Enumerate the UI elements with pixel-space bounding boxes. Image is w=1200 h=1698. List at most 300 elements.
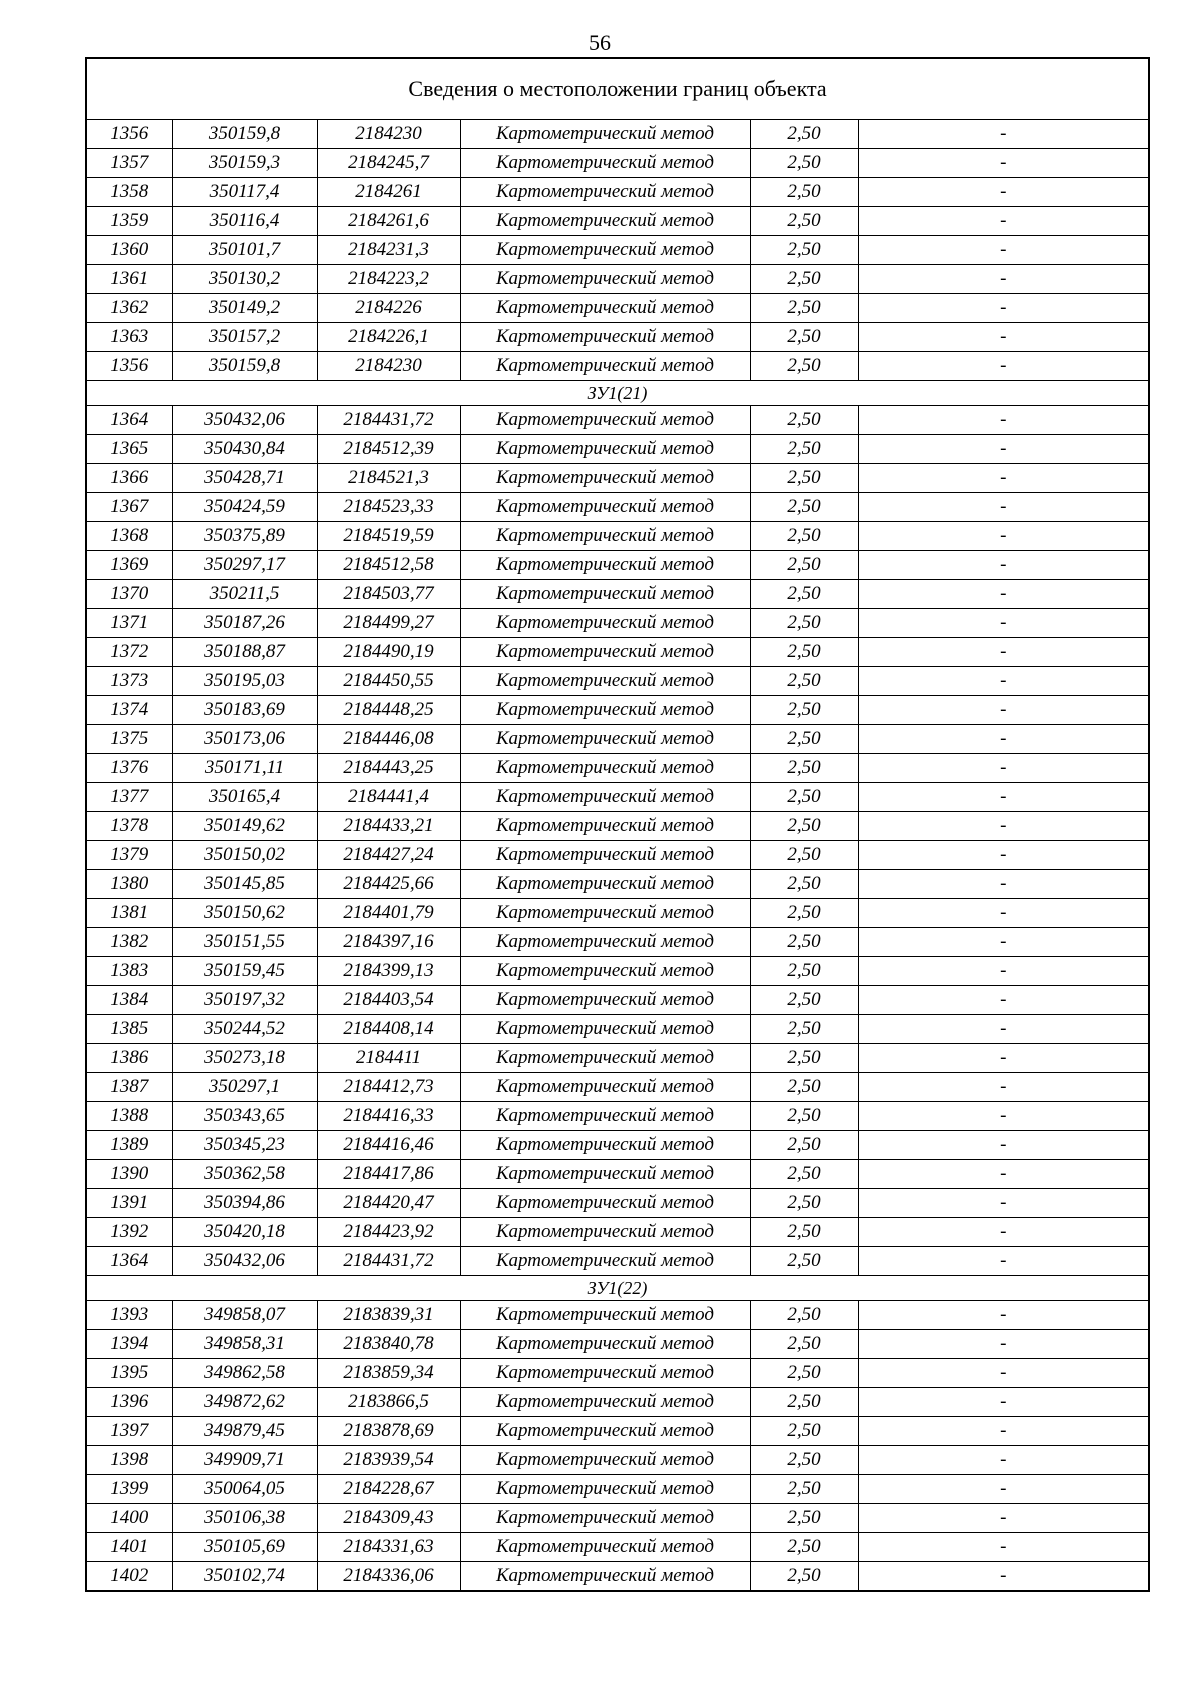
description-cell: - xyxy=(858,1131,1149,1160)
point-number-cell: 1362 xyxy=(86,294,172,323)
point-number-cell: 1377 xyxy=(86,783,172,812)
accuracy-cell: 2,50 xyxy=(750,754,858,783)
x-coordinate-cell: 350362,58 xyxy=(172,1160,317,1189)
accuracy-cell: 2,50 xyxy=(750,1102,858,1131)
accuracy-cell: 2,50 xyxy=(750,178,858,207)
y-coordinate-cell: 2184408,14 xyxy=(317,1015,460,1044)
description-cell: - xyxy=(858,406,1149,435)
method-cell: Картометрический метод xyxy=(460,265,750,294)
description-cell: - xyxy=(858,207,1149,236)
y-coordinate-cell: 2183840,78 xyxy=(317,1330,460,1359)
table-row xyxy=(86,464,1149,493)
method-cell: Картометрический метод xyxy=(460,522,750,551)
table-row xyxy=(86,435,1149,464)
x-coordinate-cell: 350430,84 xyxy=(172,435,317,464)
y-coordinate-cell: 2184441,4 xyxy=(317,783,460,812)
y-coordinate-cell: 2184512,58 xyxy=(317,551,460,580)
method-cell: Картометрический метод xyxy=(460,1359,750,1388)
description-cell: - xyxy=(858,493,1149,522)
section-row xyxy=(86,1276,1149,1301)
point-number-cell: 1357 xyxy=(86,149,172,178)
y-coordinate-cell: 2184412,73 xyxy=(317,1073,460,1102)
y-coordinate-cell: 2184261 xyxy=(317,178,460,207)
method-cell: Картометрический метод xyxy=(460,178,750,207)
accuracy-cell: 2,50 xyxy=(750,323,858,352)
point-number-cell: 1384 xyxy=(86,986,172,1015)
description-cell: - xyxy=(858,1330,1149,1359)
method-cell: Картометрический метод xyxy=(460,1015,750,1044)
x-coordinate-cell: 350105,69 xyxy=(172,1533,317,1562)
point-number-cell: 1364 xyxy=(86,1247,172,1276)
y-coordinate-cell: 2184399,13 xyxy=(317,957,460,986)
table-row xyxy=(86,1475,1149,1504)
accuracy-cell: 2,50 xyxy=(750,1533,858,1562)
table-row xyxy=(86,406,1149,435)
table-row xyxy=(86,696,1149,725)
table-row xyxy=(86,1218,1149,1247)
method-cell: Картометрический метод xyxy=(460,1533,750,1562)
description-cell: - xyxy=(858,120,1149,149)
table-title: Сведения о местоположении границ объекта xyxy=(86,58,1149,120)
description-cell: - xyxy=(858,551,1149,580)
description-cell: - xyxy=(858,1562,1149,1592)
point-number-cell: 1383 xyxy=(86,957,172,986)
method-cell: Картометрический метод xyxy=(460,1417,750,1446)
accuracy-cell: 2,50 xyxy=(750,464,858,493)
method-cell: Картометрический метод xyxy=(460,1102,750,1131)
description-cell: - xyxy=(858,1102,1149,1131)
table-row xyxy=(86,667,1149,696)
table-row xyxy=(86,580,1149,609)
method-cell: Картометрический метод xyxy=(460,1388,750,1417)
method-cell: Картометрический метод xyxy=(460,551,750,580)
y-coordinate-cell: 2183839,31 xyxy=(317,1301,460,1330)
x-coordinate-cell: 350064,05 xyxy=(172,1475,317,1504)
point-number-cell: 1380 xyxy=(86,870,172,899)
x-coordinate-cell: 350149,62 xyxy=(172,812,317,841)
point-number-cell: 1364 xyxy=(86,406,172,435)
method-cell: Картометрический метод xyxy=(460,638,750,667)
y-coordinate-cell: 2183878,69 xyxy=(317,1417,460,1446)
point-number-cell: 1358 xyxy=(86,178,172,207)
y-coordinate-cell: 2184331,63 xyxy=(317,1533,460,1562)
x-coordinate-cell: 350297,1 xyxy=(172,1073,317,1102)
method-cell: Картометрический метод xyxy=(460,435,750,464)
y-coordinate-cell: 2184423,92 xyxy=(317,1218,460,1247)
x-coordinate-cell: 350157,2 xyxy=(172,323,317,352)
method-cell: Картометрический метод xyxy=(460,1330,750,1359)
description-cell: - xyxy=(858,638,1149,667)
accuracy-cell: 2,50 xyxy=(750,1359,858,1388)
y-coordinate-cell: 2184417,86 xyxy=(317,1160,460,1189)
accuracy-cell: 2,50 xyxy=(750,493,858,522)
description-cell: - xyxy=(858,1417,1149,1446)
method-cell: Картометрический метод xyxy=(460,207,750,236)
accuracy-cell: 2,50 xyxy=(750,149,858,178)
table-row xyxy=(86,1160,1149,1189)
page-number: 56 xyxy=(589,30,611,55)
y-coordinate-cell: 2184503,77 xyxy=(317,580,460,609)
description-cell: - xyxy=(858,1247,1149,1276)
y-coordinate-cell: 2184309,43 xyxy=(317,1504,460,1533)
y-coordinate-cell: 2184230 xyxy=(317,120,460,149)
x-coordinate-cell: 350159,8 xyxy=(172,352,317,381)
method-cell: Картометрический метод xyxy=(460,783,750,812)
point-number-cell: 1376 xyxy=(86,754,172,783)
table-row xyxy=(86,754,1149,783)
x-coordinate-cell: 350159,45 xyxy=(172,957,317,986)
point-number-cell: 1400 xyxy=(86,1504,172,1533)
table-row xyxy=(86,1504,1149,1533)
point-number-cell: 1356 xyxy=(86,352,172,381)
x-coordinate-cell: 350375,89 xyxy=(172,522,317,551)
point-number-cell: 1373 xyxy=(86,667,172,696)
table-title-row xyxy=(86,58,1149,120)
description-cell: - xyxy=(858,957,1149,986)
method-cell: Картометрический метод xyxy=(460,609,750,638)
x-coordinate-cell: 350297,17 xyxy=(172,551,317,580)
table-row xyxy=(86,725,1149,754)
x-coordinate-cell: 350102,74 xyxy=(172,1562,317,1592)
accuracy-cell: 2,50 xyxy=(750,667,858,696)
method-cell: Картометрический метод xyxy=(460,1247,750,1276)
section-label: ЗУ1(22) xyxy=(86,1276,1149,1301)
y-coordinate-cell: 2184420,47 xyxy=(317,1189,460,1218)
accuracy-cell: 2,50 xyxy=(750,551,858,580)
table-row xyxy=(86,1417,1149,1446)
point-number-cell: 1359 xyxy=(86,207,172,236)
method-cell: Картометрический метод xyxy=(460,667,750,696)
description-cell: - xyxy=(858,783,1149,812)
table-row xyxy=(86,1562,1149,1592)
description-cell: - xyxy=(858,323,1149,352)
method-cell: Картометрический метод xyxy=(460,841,750,870)
table-row xyxy=(86,522,1149,551)
method-cell: Картометрический метод xyxy=(460,580,750,609)
method-cell: Картометрический метод xyxy=(460,1189,750,1218)
description-cell: - xyxy=(858,265,1149,294)
point-number-cell: 1372 xyxy=(86,638,172,667)
x-coordinate-cell: 350428,71 xyxy=(172,464,317,493)
table-row xyxy=(86,265,1149,294)
description-cell: - xyxy=(858,352,1149,381)
x-coordinate-cell: 350183,69 xyxy=(172,696,317,725)
description-cell: - xyxy=(858,149,1149,178)
point-number-cell: 1367 xyxy=(86,493,172,522)
method-cell: Картометрический метод xyxy=(460,870,750,899)
x-coordinate-cell: 350149,2 xyxy=(172,294,317,323)
accuracy-cell: 2,50 xyxy=(750,1015,858,1044)
y-coordinate-cell: 2184228,67 xyxy=(317,1475,460,1504)
method-cell: Картометрический метод xyxy=(460,1218,750,1247)
description-cell: - xyxy=(858,667,1149,696)
method-cell: Картометрический метод xyxy=(460,493,750,522)
accuracy-cell: 2,50 xyxy=(750,406,858,435)
accuracy-cell: 2,50 xyxy=(750,1475,858,1504)
point-number-cell: 1360 xyxy=(86,236,172,265)
accuracy-cell: 2,50 xyxy=(750,696,858,725)
x-coordinate-cell: 350145,85 xyxy=(172,870,317,899)
table-row xyxy=(86,1388,1149,1417)
point-number-cell: 1390 xyxy=(86,1160,172,1189)
accuracy-cell: 2,50 xyxy=(750,1417,858,1446)
y-coordinate-cell: 2184416,46 xyxy=(317,1131,460,1160)
table-row xyxy=(86,236,1149,265)
description-cell: - xyxy=(858,1073,1149,1102)
description-cell: - xyxy=(858,522,1149,551)
point-number-cell: 1385 xyxy=(86,1015,172,1044)
x-coordinate-cell: 350173,06 xyxy=(172,725,317,754)
accuracy-cell: 2,50 xyxy=(750,1218,858,1247)
point-number-cell: 1369 xyxy=(86,551,172,580)
point-number-cell: 1401 xyxy=(86,1533,172,1562)
y-coordinate-cell: 2184512,39 xyxy=(317,435,460,464)
x-coordinate-cell: 350394,86 xyxy=(172,1189,317,1218)
accuracy-cell: 2,50 xyxy=(750,1446,858,1475)
description-cell: - xyxy=(858,1160,1149,1189)
point-number-cell: 1381 xyxy=(86,899,172,928)
table-row xyxy=(86,294,1149,323)
description-cell: - xyxy=(858,1475,1149,1504)
accuracy-cell: 2,50 xyxy=(750,638,858,667)
point-number-cell: 1397 xyxy=(86,1417,172,1446)
accuracy-cell: 2,50 xyxy=(750,1330,858,1359)
table-row xyxy=(86,638,1149,667)
method-cell: Картометрический метод xyxy=(460,1446,750,1475)
y-coordinate-cell: 2184443,25 xyxy=(317,754,460,783)
table-row xyxy=(86,149,1149,178)
point-number-cell: 1396 xyxy=(86,1388,172,1417)
table-row xyxy=(86,551,1149,580)
accuracy-cell: 2,50 xyxy=(750,1247,858,1276)
accuracy-cell: 2,50 xyxy=(750,609,858,638)
method-cell: Картометрический метод xyxy=(460,294,750,323)
method-cell: Картометрический метод xyxy=(460,812,750,841)
accuracy-cell: 2,50 xyxy=(750,783,858,812)
point-number-cell: 1399 xyxy=(86,1475,172,1504)
method-cell: Картометрический метод xyxy=(460,1301,750,1330)
accuracy-cell: 2,50 xyxy=(750,1301,858,1330)
point-number-cell: 1402 xyxy=(86,1562,172,1592)
table-row xyxy=(86,1073,1149,1102)
accuracy-cell: 2,50 xyxy=(750,725,858,754)
method-cell: Картометрический метод xyxy=(460,899,750,928)
table-row xyxy=(86,928,1149,957)
description-cell: - xyxy=(858,696,1149,725)
x-coordinate-cell: 350130,2 xyxy=(172,265,317,294)
x-coordinate-cell: 349858,31 xyxy=(172,1330,317,1359)
y-coordinate-cell: 2184223,2 xyxy=(317,265,460,294)
y-coordinate-cell: 2184425,66 xyxy=(317,870,460,899)
x-coordinate-cell: 350117,4 xyxy=(172,178,317,207)
accuracy-cell: 2,50 xyxy=(750,352,858,381)
y-coordinate-cell: 2184523,33 xyxy=(317,493,460,522)
description-cell: - xyxy=(858,1504,1149,1533)
y-coordinate-cell: 2184401,79 xyxy=(317,899,460,928)
x-coordinate-cell: 350420,18 xyxy=(172,1218,317,1247)
description-cell: - xyxy=(858,1015,1149,1044)
x-coordinate-cell: 350171,11 xyxy=(172,754,317,783)
point-number-cell: 1382 xyxy=(86,928,172,957)
y-coordinate-cell: 2184336,06 xyxy=(317,1562,460,1592)
description-cell: - xyxy=(858,870,1149,899)
table-row xyxy=(86,1247,1149,1276)
accuracy-cell: 2,50 xyxy=(750,1044,858,1073)
point-number-cell: 1366 xyxy=(86,464,172,493)
x-coordinate-cell: 350159,8 xyxy=(172,120,317,149)
x-coordinate-cell: 350432,06 xyxy=(172,406,317,435)
method-cell: Картометрический метод xyxy=(460,236,750,265)
y-coordinate-cell: 2184448,25 xyxy=(317,696,460,725)
table-row xyxy=(86,1131,1149,1160)
accuracy-cell: 2,50 xyxy=(750,870,858,899)
x-coordinate-cell: 350106,38 xyxy=(172,1504,317,1533)
point-number-cell: 1379 xyxy=(86,841,172,870)
y-coordinate-cell: 2184226 xyxy=(317,294,460,323)
point-number-cell: 1388 xyxy=(86,1102,172,1131)
table-row xyxy=(86,986,1149,1015)
method-cell: Картометрический метод xyxy=(460,464,750,493)
description-cell: - xyxy=(858,899,1149,928)
accuracy-cell: 2,50 xyxy=(750,435,858,464)
accuracy-cell: 2,50 xyxy=(750,899,858,928)
accuracy-cell: 2,50 xyxy=(750,207,858,236)
description-cell: - xyxy=(858,1189,1149,1218)
table-row xyxy=(86,841,1149,870)
accuracy-cell: 2,50 xyxy=(750,841,858,870)
method-cell: Картометрический метод xyxy=(460,1562,750,1592)
point-number-cell: 1361 xyxy=(86,265,172,294)
accuracy-cell: 2,50 xyxy=(750,1073,858,1102)
description-cell: - xyxy=(858,435,1149,464)
accuracy-cell: 2,50 xyxy=(750,294,858,323)
description-cell: - xyxy=(858,580,1149,609)
table-row xyxy=(86,609,1149,638)
method-cell: Картометрический метод xyxy=(460,1160,750,1189)
x-coordinate-cell: 350343,65 xyxy=(172,1102,317,1131)
method-cell: Картометрический метод xyxy=(460,149,750,178)
table-row xyxy=(86,1189,1149,1218)
x-coordinate-cell: 350211,5 xyxy=(172,580,317,609)
point-number-cell: 1371 xyxy=(86,609,172,638)
table-row xyxy=(86,783,1149,812)
method-cell: Картометрический метод xyxy=(460,696,750,725)
y-coordinate-cell: 2183939,54 xyxy=(317,1446,460,1475)
point-number-cell: 1370 xyxy=(86,580,172,609)
accuracy-cell: 2,50 xyxy=(750,265,858,294)
y-coordinate-cell: 2184431,72 xyxy=(317,1247,460,1276)
table-row xyxy=(86,1359,1149,1388)
description-cell: - xyxy=(858,725,1149,754)
accuracy-cell: 2,50 xyxy=(750,1562,858,1592)
description-cell: - xyxy=(858,1044,1149,1073)
point-number-cell: 1363 xyxy=(86,323,172,352)
description-cell: - xyxy=(858,1388,1149,1417)
point-number-cell: 1365 xyxy=(86,435,172,464)
point-number-cell: 1368 xyxy=(86,522,172,551)
y-coordinate-cell: 2184431,72 xyxy=(317,406,460,435)
x-coordinate-cell: 350188,87 xyxy=(172,638,317,667)
y-coordinate-cell: 2184519,59 xyxy=(317,522,460,551)
x-coordinate-cell: 349879,45 xyxy=(172,1417,317,1446)
y-coordinate-cell: 2184433,21 xyxy=(317,812,460,841)
method-cell: Картометрический метод xyxy=(460,352,750,381)
point-number-cell: 1375 xyxy=(86,725,172,754)
table-row xyxy=(86,178,1149,207)
method-cell: Картометрический метод xyxy=(460,754,750,783)
point-number-cell: 1392 xyxy=(86,1218,172,1247)
x-coordinate-cell: 350345,23 xyxy=(172,1131,317,1160)
y-coordinate-cell: 2184446,08 xyxy=(317,725,460,754)
method-cell: Картометрический метод xyxy=(460,406,750,435)
x-coordinate-cell: 350159,3 xyxy=(172,149,317,178)
method-cell: Картометрический метод xyxy=(460,323,750,352)
x-coordinate-cell: 349909,71 xyxy=(172,1446,317,1475)
y-coordinate-cell: 2184226,1 xyxy=(317,323,460,352)
y-coordinate-cell: 2184403,54 xyxy=(317,986,460,1015)
table-row xyxy=(86,493,1149,522)
accuracy-cell: 2,50 xyxy=(750,986,858,1015)
section-row xyxy=(86,381,1149,406)
y-coordinate-cell: 2184521,3 xyxy=(317,464,460,493)
y-coordinate-cell: 2184411 xyxy=(317,1044,460,1073)
point-number-cell: 1378 xyxy=(86,812,172,841)
point-number-cell: 1398 xyxy=(86,1446,172,1475)
table-row xyxy=(86,120,1149,149)
y-coordinate-cell: 2184490,19 xyxy=(317,638,460,667)
point-number-cell: 1387 xyxy=(86,1073,172,1102)
method-cell: Картометрический метод xyxy=(460,986,750,1015)
method-cell: Картометрический метод xyxy=(460,1044,750,1073)
table-row xyxy=(86,1301,1149,1330)
table-row xyxy=(86,812,1149,841)
accuracy-cell: 2,50 xyxy=(750,812,858,841)
x-coordinate-cell: 350424,59 xyxy=(172,493,317,522)
x-coordinate-cell: 350273,18 xyxy=(172,1044,317,1073)
description-cell: - xyxy=(858,236,1149,265)
y-coordinate-cell: 2184499,27 xyxy=(317,609,460,638)
x-coordinate-cell: 349872,62 xyxy=(172,1388,317,1417)
point-number-cell: 1389 xyxy=(86,1131,172,1160)
y-coordinate-cell: 2184427,24 xyxy=(317,841,460,870)
description-cell: - xyxy=(858,1301,1149,1330)
x-coordinate-cell: 350150,62 xyxy=(172,899,317,928)
method-cell: Картометрический метод xyxy=(460,120,750,149)
point-number-cell: 1391 xyxy=(86,1189,172,1218)
description-cell: - xyxy=(858,986,1149,1015)
x-coordinate-cell: 349858,07 xyxy=(172,1301,317,1330)
accuracy-cell: 2,50 xyxy=(750,1131,858,1160)
description-cell: - xyxy=(858,928,1149,957)
x-coordinate-cell: 350116,4 xyxy=(172,207,317,236)
accuracy-cell: 2,50 xyxy=(750,1504,858,1533)
point-number-cell: 1386 xyxy=(86,1044,172,1073)
description-cell: - xyxy=(858,178,1149,207)
accuracy-cell: 2,50 xyxy=(750,522,858,551)
x-coordinate-cell: 350101,7 xyxy=(172,236,317,265)
table-row xyxy=(86,1044,1149,1073)
table-row xyxy=(86,352,1149,381)
method-cell: Картометрический метод xyxy=(460,725,750,754)
x-coordinate-cell: 349862,58 xyxy=(172,1359,317,1388)
x-coordinate-cell: 350150,02 xyxy=(172,841,317,870)
accuracy-cell: 2,50 xyxy=(750,1189,858,1218)
accuracy-cell: 2,50 xyxy=(750,1388,858,1417)
description-cell: - xyxy=(858,1359,1149,1388)
table-row xyxy=(86,1330,1149,1359)
description-cell: - xyxy=(858,812,1149,841)
y-coordinate-cell: 2184397,16 xyxy=(317,928,460,957)
